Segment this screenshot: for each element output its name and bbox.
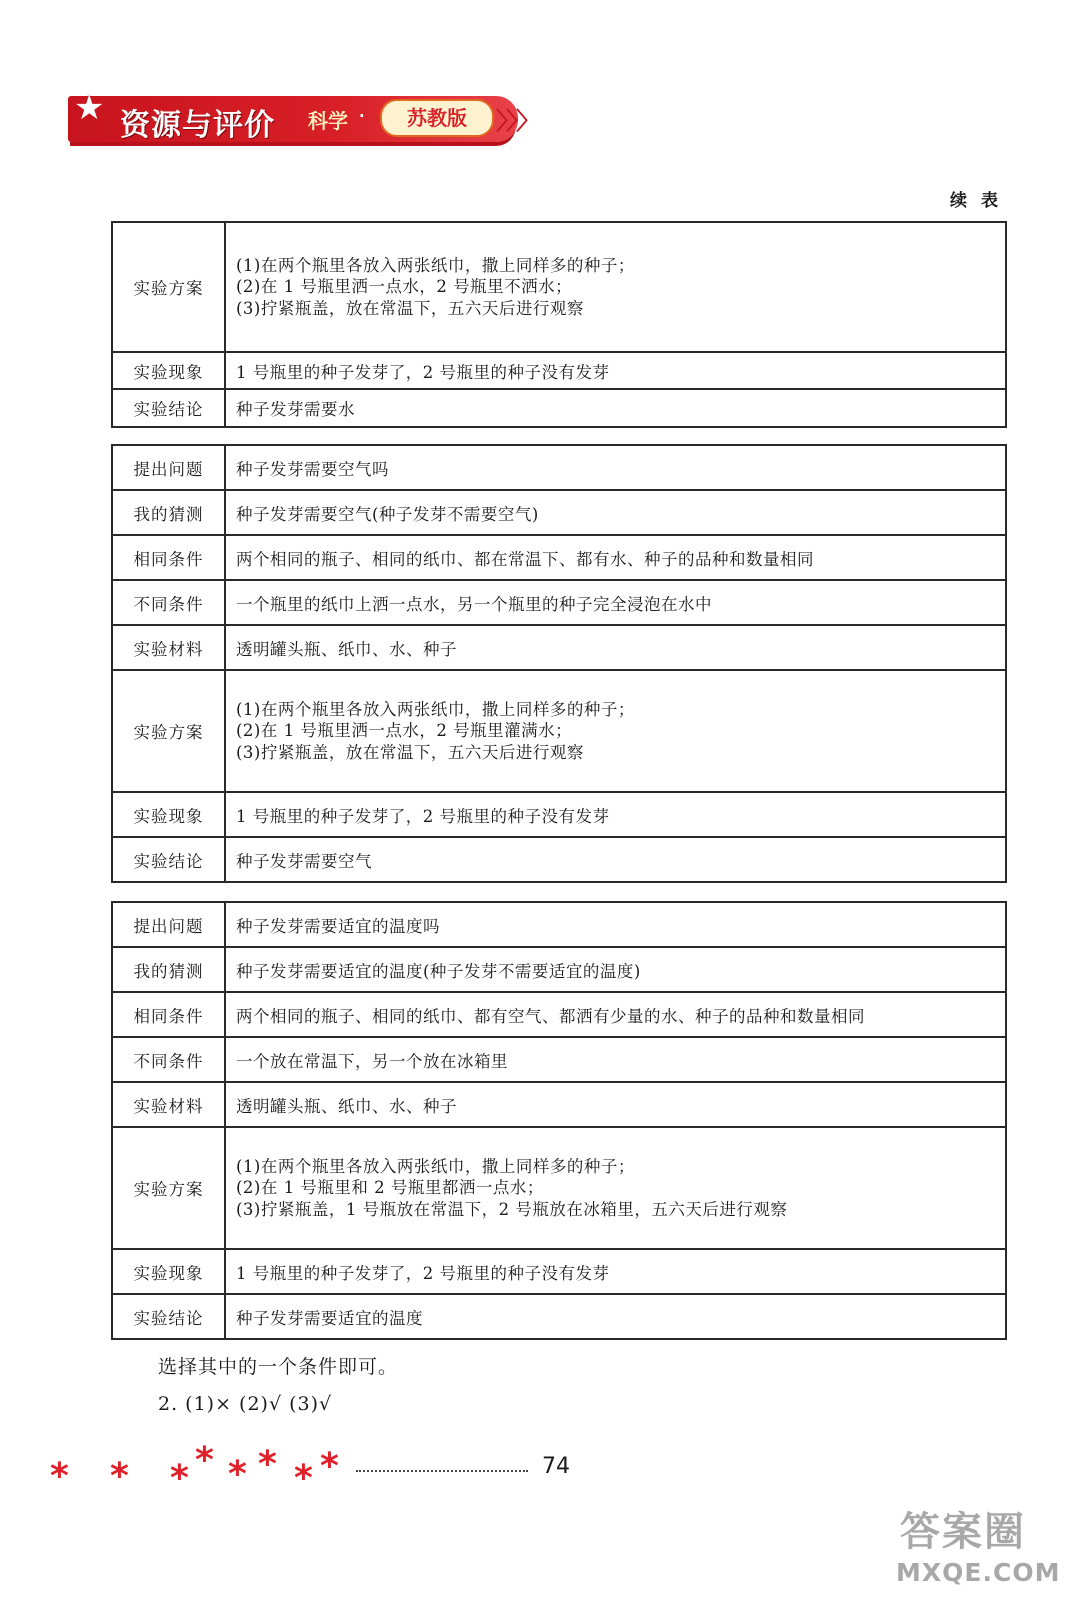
table-row: [112, 792, 1006, 837]
row-label: 实验结论: [112, 389, 225, 427]
experiment-table-temperature: [111, 901, 1007, 1340]
answer-line-2: 2. (1)× (2)√ (3)√: [158, 1393, 333, 1415]
star-logo-icon: ★: [74, 88, 105, 128]
row-value: 1 号瓶里的种子发芽了，2 号瓶里的种子没有发芽: [225, 1249, 1006, 1294]
table-row: [112, 1294, 1006, 1339]
subject-label: 科学: [308, 109, 348, 133]
row-value: 透明罐头瓶、纸巾、水、种子: [225, 625, 1006, 670]
asterisk-icon: *: [320, 1446, 339, 1487]
step-text: (2)在 1 号瓶里和 2 号瓶里都洒一点水；: [236, 1178, 544, 1198]
table-row: [112, 1249, 1006, 1294]
continuation-label: 续表: [950, 191, 1012, 211]
asterisk-icon: *: [228, 1454, 247, 1495]
experiment-table-water: [111, 221, 1007, 428]
table-row: [112, 992, 1006, 1037]
table-row: [112, 947, 1006, 992]
decorative-stars: [50, 1440, 350, 1508]
step-text: (3)拧紧瓶盖，放在常温下，五六天后进行观察: [236, 742, 584, 762]
row-label: 实验现象: [112, 352, 225, 389]
book-title: 资源与评价: [120, 108, 275, 143]
row-label: 不同条件: [112, 580, 225, 625]
row-value: 一个放在常温下，另一个放在冰箱里: [225, 1037, 1006, 1082]
header-banner: [68, 88, 538, 152]
row-value: [225, 1127, 1006, 1249]
table-row: [112, 1127, 1006, 1249]
row-label: 相同条件: [112, 992, 225, 1037]
step-text: (3)拧紧瓶盖，放在常温下，五六天后进行观察: [236, 298, 584, 318]
step-text: (1)在两个瓶里各放入两张纸巾，撒上同样多的种子；: [236, 699, 635, 719]
site-watermark: [896, 1500, 1066, 1595]
asterisk-icon: *: [50, 1456, 69, 1497]
row-label: 实验方案: [112, 670, 225, 792]
asterisk-icon: *: [170, 1458, 189, 1499]
asterisk-icon: *: [258, 1444, 277, 1485]
table-row: [112, 580, 1006, 625]
step-text: (3)拧紧瓶盖，1 号瓶放在常温下，2 号瓶放在冰箱里，五六天后进行观察: [236, 1199, 788, 1219]
table-row: [112, 222, 1006, 352]
row-label: 实验现象: [112, 792, 225, 837]
step-text: (2)在 1 号瓶里洒一点水，2 号瓶里不洒水；: [236, 277, 573, 297]
asterisk-icon: *: [294, 1458, 313, 1499]
row-label: 我的猜测: [112, 490, 225, 535]
step-text: (1)在两个瓶里各放入两张纸巾，撒上同样多的种子；: [236, 255, 635, 275]
row-label: 实验方案: [112, 1127, 225, 1249]
row-value: 种子发芽需要适宜的温度吗: [225, 902, 1006, 947]
row-value: 1 号瓶里的种子发芽了，2 号瓶里的种子没有发芽: [225, 792, 1006, 837]
row-label: 实验现象: [112, 1249, 225, 1294]
row-label: 实验结论: [112, 1294, 225, 1339]
table-row: [112, 352, 1006, 389]
table-row: [112, 535, 1006, 580]
chevron-right-icon: 〉〉〉: [496, 107, 538, 135]
row-label: 提出问题: [112, 902, 225, 947]
watermark-text: 答案圈: [900, 1509, 1026, 1555]
asterisk-icon: *: [110, 1456, 129, 1497]
row-value: [225, 670, 1006, 792]
step-text: (1)在两个瓶里各放入两张纸巾，撒上同样多的种子；: [236, 1156, 635, 1176]
row-label: 提出问题: [112, 445, 225, 490]
row-value: 两个相同的瓶子、相同的纸巾、都在常温下、都有水、种子的品种和数量相同: [225, 535, 1006, 580]
table-row: [112, 490, 1006, 535]
dotted-leader: [356, 1470, 528, 1472]
edition-badge: 苏教版: [380, 99, 494, 137]
row-label: 我的猜测: [112, 947, 225, 992]
watermark-url: MXQE.COM: [896, 1558, 1061, 1587]
row-label: 相同条件: [112, 535, 225, 580]
table-row: [112, 902, 1006, 947]
row-label: 实验方案: [112, 222, 225, 352]
table-row: [112, 1082, 1006, 1127]
row-value: 种子发芽需要适宜的温度: [225, 1294, 1006, 1339]
row-label: 实验结论: [112, 837, 225, 882]
row-label: 实验材料: [112, 625, 225, 670]
table-row: [112, 1037, 1006, 1082]
row-value: 种子发芽需要适宜的温度(种子发芽不需要适宜的温度): [225, 947, 1006, 992]
page-number: 74: [542, 1454, 570, 1479]
row-value: 种子发芽需要空气: [225, 837, 1006, 882]
title-separator: ·: [358, 102, 366, 130]
row-value: 种子发芽需要空气(种子发芽不需要空气): [225, 490, 1006, 535]
table-row: [112, 389, 1006, 427]
table-row: [112, 670, 1006, 792]
answer-note: 选择其中的一个条件即可。: [158, 1356, 399, 1378]
row-label: 不同条件: [112, 1037, 225, 1082]
table-row: [112, 445, 1006, 490]
table-row: [112, 837, 1006, 882]
row-value: [225, 222, 1006, 352]
row-value: 两个相同的瓶子、相同的纸巾、都有空气、都洒有少量的水、种子的品种和数量相同: [225, 992, 1006, 1037]
table-row: [112, 625, 1006, 670]
row-value: 一个瓶里的纸巾上洒一点水，另一个瓶里的种子完全浸泡在水中: [225, 580, 1006, 625]
row-value: 1 号瓶里的种子发芽了，2 号瓶里的种子没有发芽: [225, 352, 1006, 389]
asterisk-icon: *: [195, 1440, 214, 1481]
row-label: 实验材料: [112, 1082, 225, 1127]
row-value: 种子发芽需要水: [225, 389, 1006, 427]
step-text: (2)在 1 号瓶里洒一点水，2 号瓶里灌满水；: [236, 721, 573, 741]
experiment-table-air: [111, 444, 1007, 883]
row-value: 种子发芽需要空气吗: [225, 445, 1006, 490]
row-value: 透明罐头瓶、纸巾、水、种子: [225, 1082, 1006, 1127]
